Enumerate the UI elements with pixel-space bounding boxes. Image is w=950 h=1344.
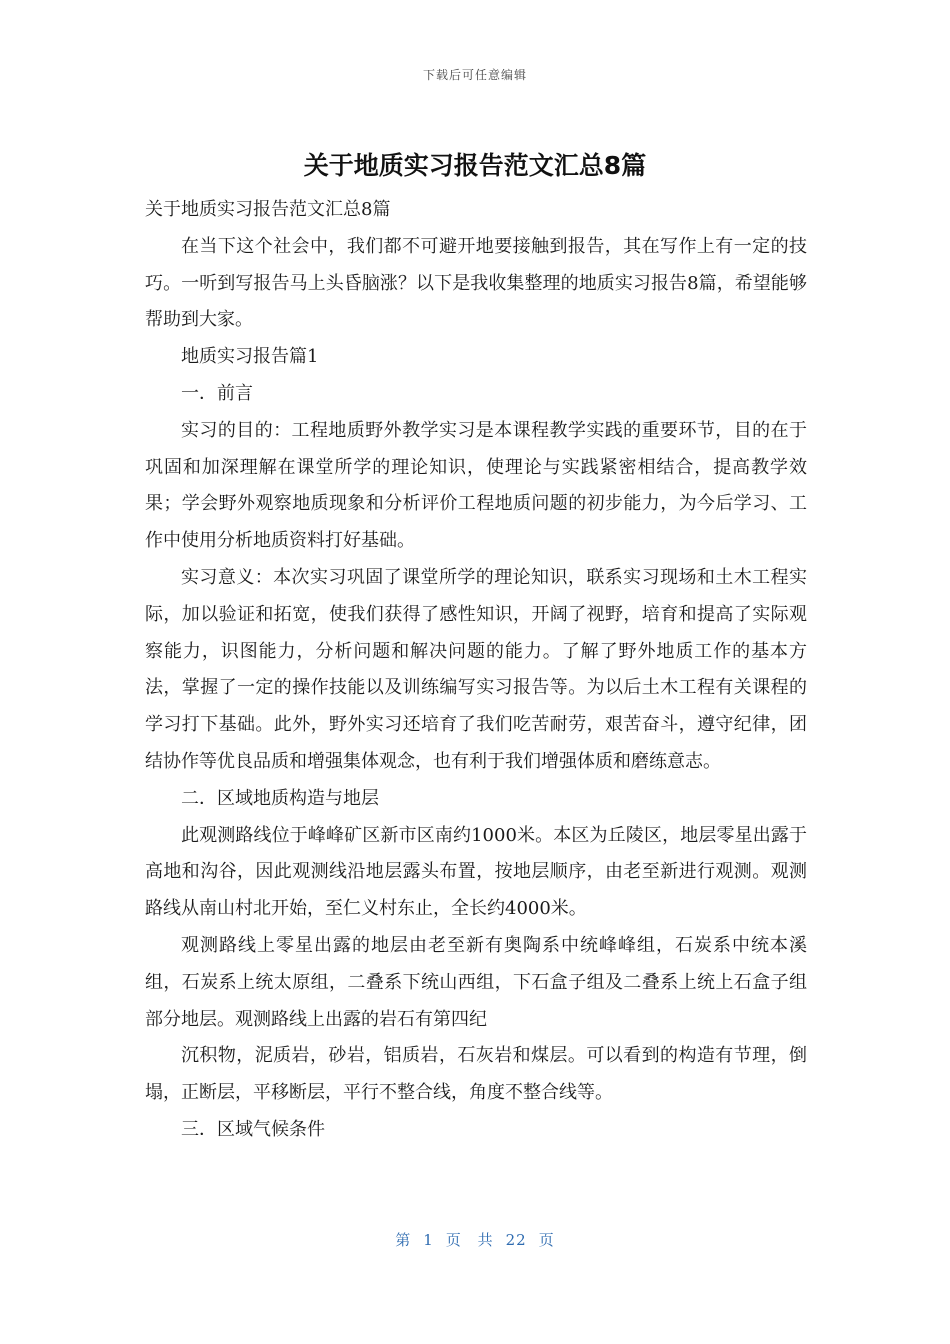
document-title: 关于地质实习报告范文汇总8篇 [303,151,647,180]
document-body [145,192,807,1149]
footer-word-page: 第 [395,1231,412,1249]
footer-current-page: 1 [423,1231,434,1249]
paragraph: 实习意义：本次实习巩固了课堂所学的理论知识，联系实习现场和土木工程实际，加以验证和拓宽，使我们获得了感性知识，开阔了视野，培育和提高了实际观察能力，识图能力，分析问题和解决问题的能力。了解了野外地质工作的基本方法，掌握了一定的操作技能以及训练编写实习报告等。为以后土木工程有关课程的学习打下基础。此外，野外实习还培育了我们吃苦耐劳，艰苦奋斗，遵守纪律，团结协作等优良品质和增强集体观念，也有利于我们增强体质和磨练意志。 [145,566,807,772]
paragraph: 关于地质实习报告范文汇总8篇 [145,199,391,220]
footer-word-end: 页 [538,1231,555,1249]
paragraph: 二．区域地质构造与地层 [181,787,379,809]
paragraph: 一．前言 [181,382,253,404]
footer-word-total: 页 共 [445,1231,494,1249]
footer-total-pages: 22 [505,1231,527,1249]
paragraph: 沉积物，泥质岩，砂岩，铝质岩，石灰岩和煤层。可以看到的构造有节理，倒塌，正断层，平移断层，平行不整合线，角度不整合线等。 [145,1045,807,1104]
paragraph: 地质实习报告篇1 [181,346,319,368]
paragraph: 实习的目的：工程地质野外教学实习是本课程教学实践的重要环节，目的在于巩固和加深理解在课堂所学的理论知识，使理论与实践紧密相结合，提高教学效果；学会野外观察地质现象和分析评价工程地质问题的初步能力，为今后学习、工作中使用分析地质资料打好基础。 [145,419,807,552]
paragraph: 观测路线上零星出露的地层由老至新有奥陶系中统峰峰组，石炭系中统本溪组，石炭系上统太原组，二叠系下统山西组，下石盒子组及二叠系上统上石盒子组部分地层。观测路线上出露的岩石有第四纪 [145,934,807,1030]
paragraph: 在当下这个社会中，我们都不可避开地要接触到报告，其在写作上有一定的技巧。一听到写报告马上头昏脑涨？以下是我收集整理的地质实习报告8篇，希望能够帮助到大家。 [145,235,807,331]
paragraph: 三．区域气候条件 [181,1118,325,1140]
page-footer [0,1229,950,1250]
header-note: 下载后可任意编辑 [422,68,527,82]
paragraph: 此观测路线位于峰峰矿区新市区南约1000米。本区为丘陵区，地层零星出露于高地和沟谷，因此观测线沿地层露头布置，按地层顺序，由老至新进行观测。观测路线从南山村北开始，至仁义村东止，全长约4000米。 [145,824,807,920]
